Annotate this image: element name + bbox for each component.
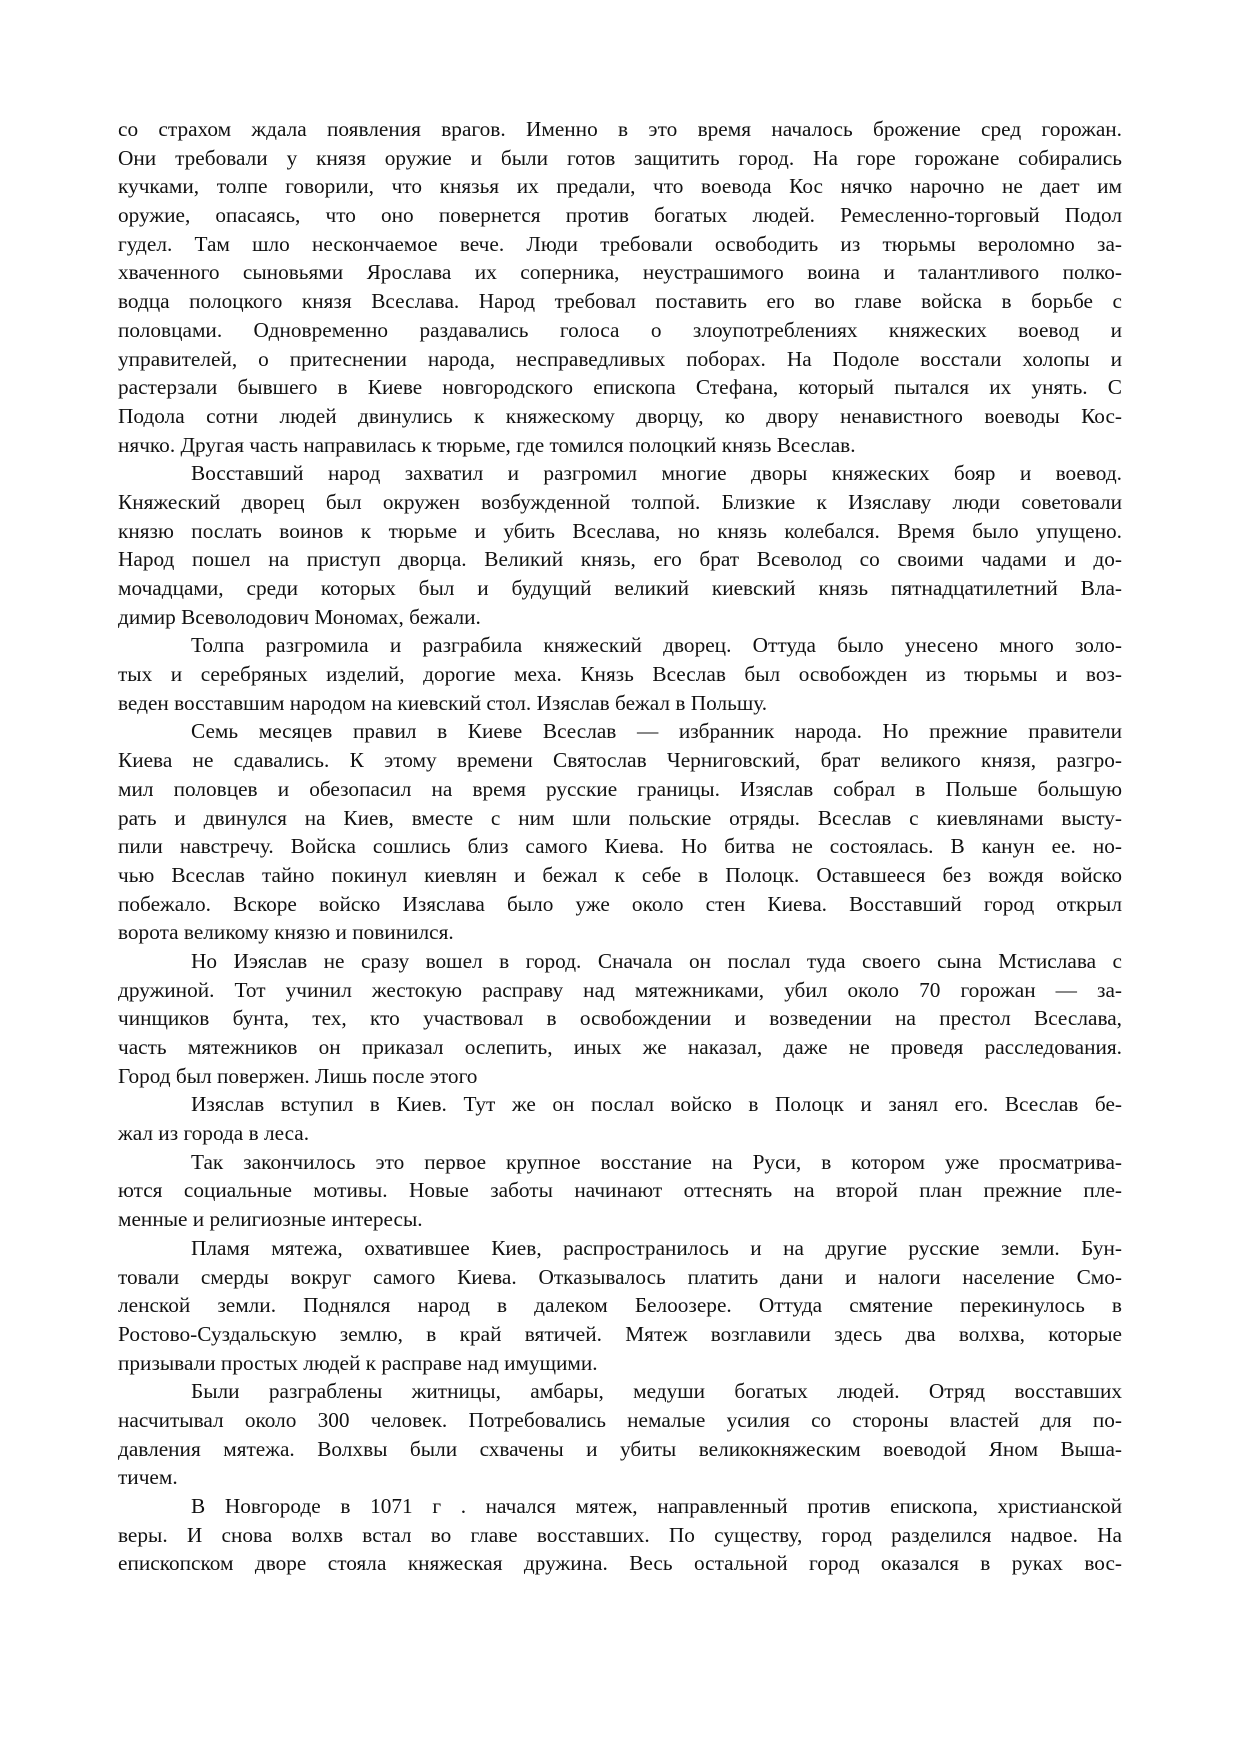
text-line: насчитывал около 300 человек. Потребовались немалые усилия со стороны властей для по-: [118, 1407, 1122, 1432]
text-line: часть мятежников он приказал ослепить, иных же наказал, даже не проведя расследования.: [118, 1035, 1122, 1059]
text-line: тичем.: [118, 1465, 178, 1490]
text-line: оружие, опасаясь, что оно повернется против богатых людей. Ремесленно-торговый Подол: [118, 203, 1122, 228]
text-line: мочадцами, среди которых был и будущий великий киевский князь пятнадцатилетний Вла-: [118, 576, 1122, 600]
paragraph: [118, 947, 1122, 1090]
text-line: Они требовали у князя оружие и были готов защитить город. На горе горожане собирались: [118, 145, 1122, 170]
text-line: В Новгороде в 1071 г . начался мятеж, направленный против епископа, христианской: [191, 1494, 1122, 1518]
paragraph: [118, 1148, 1122, 1234]
text-line: Восставший народ захватил и разгромил многие дворы княжеских бояр и воевод.: [191, 461, 1122, 486]
text-line: чью Всеслав тайно покинул киевлян и бежал к себе в Полоцк. Оставшееся без вождя войско: [118, 862, 1122, 887]
paragraph: [118, 1377, 1122, 1492]
text-line: Толпа разгромила и разграбила княжеский дворец. Оттуда было унесено много золо-: [191, 633, 1122, 658]
paragraph: [118, 1492, 1122, 1578]
text-line: ворота великому князю и повинился.: [118, 920, 454, 945]
text-line: призывали простых людей к расправе над имущими.: [118, 1350, 598, 1375]
text-line: Но Иэяслав не сразу вошел в город. Сначала он послал туда своего сына Мстислава с: [191, 948, 1122, 973]
text-line: Киева не сдавались. К этому времени Святослав Черниговский, брат великого князя, разгро-: [118, 748, 1122, 773]
paragraph: [118, 631, 1122, 717]
text-line: хваченного сыновьями Ярослава их соперника, неустрашимого воина и талантливого полко-: [118, 260, 1122, 285]
text-line: гудел. Там шло нескончаемое вече. Люди требовали освободить из тюрьмы вероломно за-: [118, 231, 1122, 256]
text-line: управителей, о притеснении народа, несправедливых поборах. На Подоле восстали холопы и: [118, 346, 1122, 371]
text-line: мил половцев и обезопасил на время русские границы. Изяслав собрал в Польше большую: [118, 776, 1122, 801]
text-line: Ростово-Суздальскую землю, в край вятичей. Мятеж возглавили здесь два волхва, которые: [118, 1321, 1122, 1346]
text-line: давления мятежа. Волхвы были схвачены и убиты великокняжеским воеводой Яном Выша-: [118, 1436, 1122, 1461]
text-line: Были разграблены житницы, амбары, медуши богатых людей. Отряд восставших: [191, 1379, 1122, 1404]
text-line: растерзали бывшего в Киеве новгородского епископа Стефана, который пытался их унять. С: [118, 375, 1122, 400]
paragraph: [118, 115, 1122, 459]
text-line: Княжеский дворец был окружен возбужденной толпой. Близкие к Изяславу люди советовали: [118, 489, 1122, 514]
text-line: чинщиков бунта, тех, кто участвовал в освобождении и возведении на престол Всеслава,: [118, 1006, 1122, 1031]
text-line: князю послать воинов к тюрьме и убить Всеслава, но князь колебался. Время было упущено.: [118, 518, 1122, 543]
text-line: Город был повержен. Лишь после этого: [118, 1063, 478, 1088]
paragraph: [118, 1090, 1122, 1147]
text-line: товали смерды вокруг самого Киева. Отказывалось платить дани и налоги население Смо-: [118, 1264, 1122, 1289]
text-line: ются социальные мотивы. Новые заботы начинают оттеснять на второй план прежние пле-: [118, 1178, 1122, 1203]
text-line: Семь месяцев правил в Киеве Всеслав — избранник народа. Но прежние правители: [191, 719, 1122, 744]
text-line: рать и двинулся на Киев, вместе с ним шли польские отряды. Всеслав с киевлянами высту-: [118, 805, 1122, 830]
text-line: водца полоцкого князя Всеслава. Народ требовал поставить его во главе войска в борьбе с: [118, 289, 1122, 314]
text-line: димир Всеволодович Мономах, бежали.: [118, 604, 481, 629]
paragraph: [118, 1234, 1122, 1377]
text-line: жал из города в леса.: [118, 1121, 310, 1146]
text-line: половцами. Одновременно раздавались голоса о злоупотреблениях княжеских воевод и: [118, 317, 1122, 342]
text-line: дружиной. Тот учинил жестокую расправу над мятежниками, убил около 70 горожан — за-: [118, 977, 1122, 1002]
text-line: побежало. Вскоре войско Изяслава было уже около стен Киева. Восставший город открыл: [118, 891, 1122, 916]
text-line: Изяслав вступил в Киев. Тут же он послал войско в Полоцк и занял его. Всеслав бе-: [191, 1092, 1122, 1117]
text-line: веден восставшим народом на киевский стол. Изяслав бежал в Польшу.: [118, 690, 768, 715]
text-line: Так закончилось это первое крупное восстание на Руси, в котором уже просматрива-: [191, 1149, 1122, 1174]
text-line: Народ пошел на приступ дворца. Великий князь, его брат Всеволод со своими чадами и до-: [118, 547, 1122, 572]
text-line: кучками, толпе говорили, что князья их предали, что воевода Кос нячко нарочно не дает им: [118, 174, 1122, 199]
text-line: Подола сотни людей двинулись к княжескому дворцу, ко двору ненавистного воеводы Кос-: [118, 403, 1122, 428]
text-line: менные и религиозные интересы.: [118, 1207, 423, 1232]
document-page: [118, 115, 1122, 1578]
text-line: пили навстречу. Войска сошлись близ самого Киева. Но битва не состоялась. В канун ее. но-: [118, 834, 1122, 859]
text-line: Пламя мятежа, охватившее Киев, распространилось и на другие русские земли. Бун-: [191, 1235, 1122, 1260]
paragraph: [118, 717, 1122, 947]
text-line: нячко. Другая часть направилась к тюрьме, где томился полоцкий князь Всеслав.: [118, 432, 856, 457]
text-line: со страхом ждала появления врагов. Именно в это время началось брожение сред горожан.: [118, 117, 1122, 141]
text-line: веры. И снова волхв встал во главе восставших. По существу, город разделился надвое. На: [118, 1522, 1122, 1547]
paragraph: [118, 459, 1122, 631]
text-line: епископском дворе стояла княжеская дружина. Весь остальной город оказался в руках вос-: [118, 1551, 1122, 1576]
text-line: ленской земли. Поднялся народ в далеком Белоозере. Оттуда смятение перекинулось в: [118, 1293, 1122, 1318]
text-line: тых и серебряных изделий, дорогие меха. Князь Всеслав был освобожден из тюрьмы и воз-: [118, 662, 1122, 687]
